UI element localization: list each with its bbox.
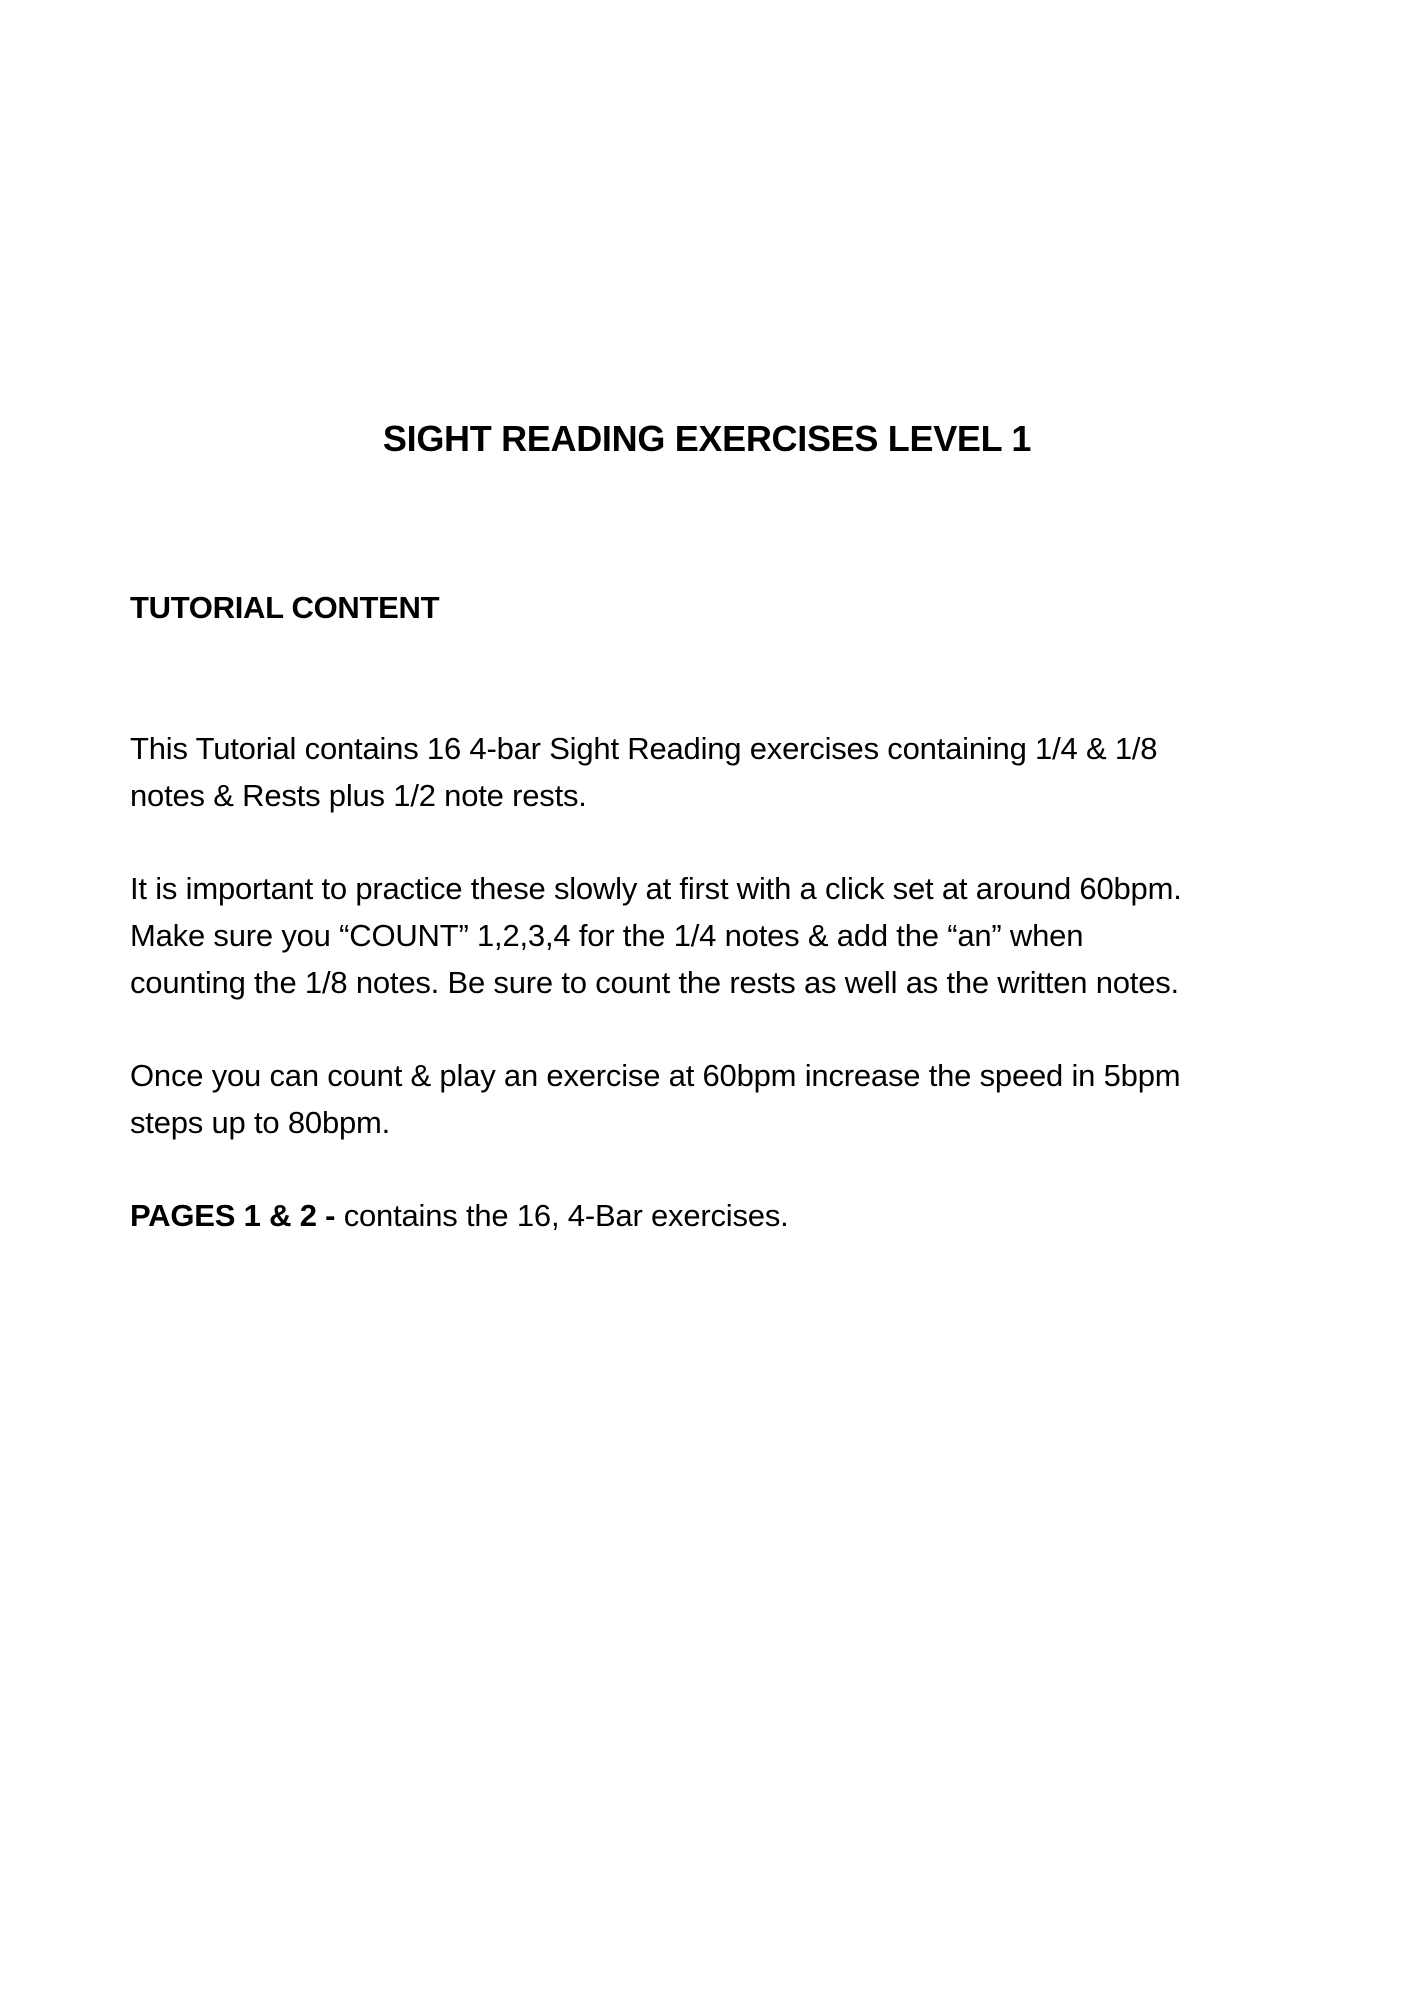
pages-note-label: PAGES 1 & 2 - — [130, 1198, 336, 1233]
paragraph-tutorial-summary — [130, 725, 1310, 819]
paragraph-speed-progression — [130, 1052, 1310, 1146]
section-heading: TUTORIAL CONTENT — [130, 590, 440, 625]
pages-note-text: contains the 16, 4-Bar exercises. — [335, 1198, 789, 1233]
paragraph-line: counting the 1/8 notes. Be sure to count the rests as well as the written notes. — [130, 965, 1179, 1000]
document-title: SIGHT READING EXERCISES LEVEL 1 — [382, 418, 1032, 459]
paragraph-line: Once you can count & play an exercise at 60bpm increase the speed in 5bpm — [130, 1058, 1181, 1093]
paragraph-line: This Tutorial contains 16 4-bar Sight Reading exercises containing 1/4 & 1/8 — [130, 731, 1158, 766]
paragraph-line: notes & Rests plus 1/2 note rests. — [130, 778, 587, 813]
paragraph-line: It is important to practice these slowly at first with a click set at around 60bpm. — [130, 871, 1182, 906]
paragraph-practice-instructions — [130, 865, 1310, 1006]
paragraph-line — [130, 1192, 1310, 1239]
paragraph-line: steps up to 80bpm. — [130, 1105, 391, 1140]
paragraph-line: Make sure you “COUNT” 1,2,3,4 for the 1/4 notes & add the “an” when — [130, 918, 1084, 953]
paragraph-pages-note — [130, 1192, 1310, 1239]
